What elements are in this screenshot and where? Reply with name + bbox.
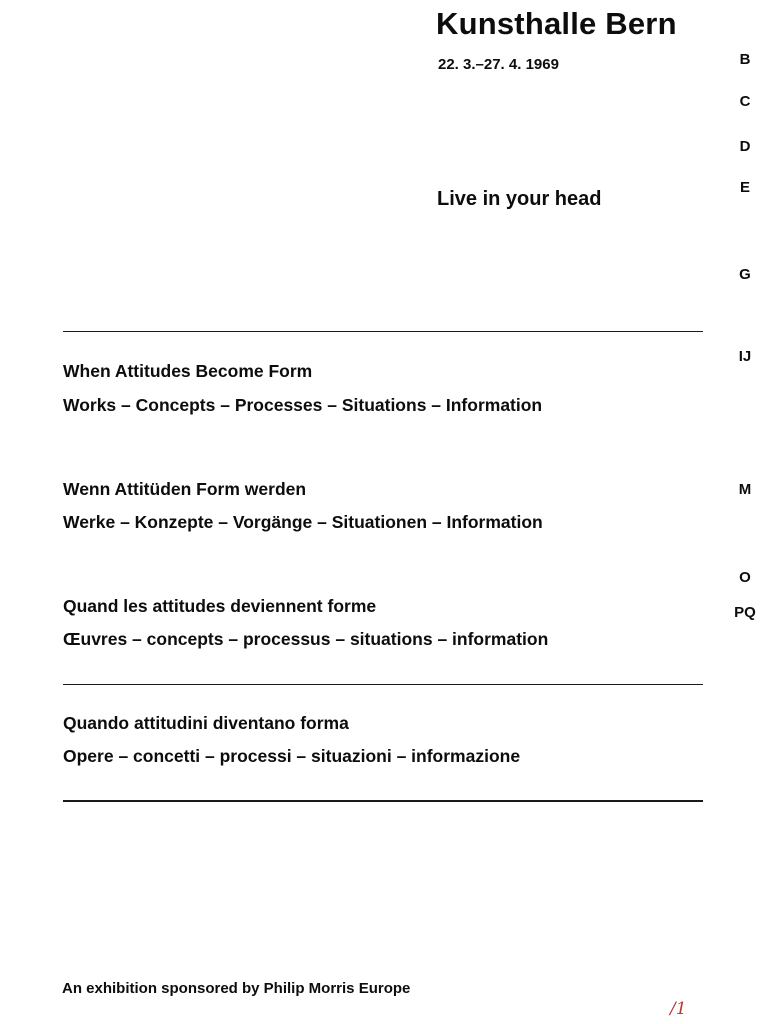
- index-letter: IJ: [738, 348, 752, 365]
- divider-rule: [63, 800, 703, 802]
- section-items-french: Œuvres – concepts – processus – situations – information: [63, 629, 549, 649]
- divider-rule: [63, 684, 703, 685]
- sponsor-footer: An exhibition sponsored by Philip Morris Europe: [62, 980, 411, 997]
- index-letter: D: [739, 138, 751, 155]
- index-letter: C: [739, 93, 751, 110]
- section-items-english: Works – Concepts – Processes – Situations – Information: [63, 395, 543, 415]
- section-title-english: When Attitudes Become Form: [63, 361, 313, 381]
- index-letter: E: [739, 179, 750, 196]
- index-letter: O: [739, 569, 751, 586]
- venue-title: Kunsthalle Bern: [436, 6, 677, 41]
- index-letter: PQ: [734, 604, 756, 621]
- divider-rule: [63, 331, 703, 332]
- section-items-german: Werke – Konzepte – Vorgänge – Situationen – Information: [63, 512, 543, 532]
- index-letter: M: [738, 481, 752, 498]
- section-title-italian: Quando attitudini diventano forma: [63, 713, 349, 733]
- page-number-annotation: /1: [670, 999, 687, 1019]
- section-title-french: Quand les attitudes deviennent forme: [63, 596, 377, 616]
- section-items-italian: Opere – concetti – processi – situazioni – informazione: [63, 746, 521, 766]
- exhibition-subtitle: Live in your head: [437, 188, 602, 210]
- index-letter: B: [739, 51, 751, 68]
- index-letter: G: [739, 266, 751, 283]
- exhibition-dates: 22. 3.–27. 4. 1969: [438, 56, 559, 73]
- section-title-german: Wenn Attitüden Form werden: [63, 479, 307, 499]
